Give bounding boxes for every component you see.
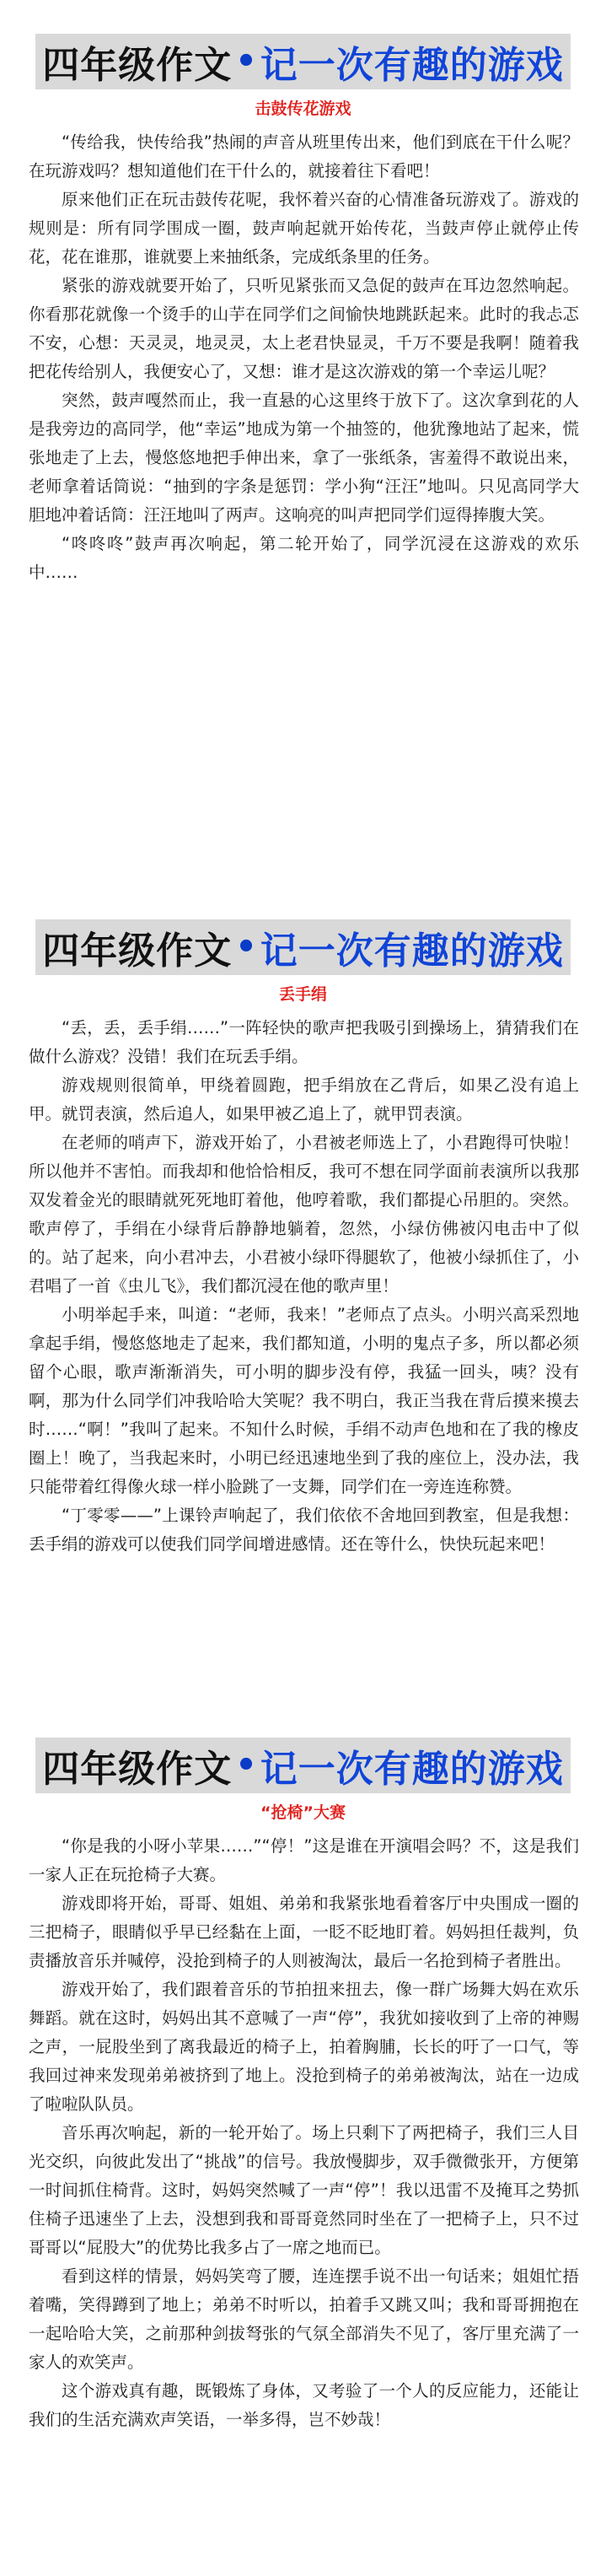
essay-1-body	[0, 128, 606, 587]
paragraph: 游戏开始了，我们跟着音乐的节拍扭来扭去，像一群广场舞大妈在欢乐舞蹈。就在这时，妈妈出其不意喊了一声“停”，我犹如接收到了上帝的神赐之声，一屁股坐到了离我最近的椅子上，拍着胸脯，长长的吁了一口气，等我回过神来发现弟弟被挤到了地上。没抢到椅子的弟弟被淘汰，站在一边成了啦啦队队员。	[29, 1980, 579, 2114]
paragraph: “你是我的小呀小苹果……”“停！”这是谁在开演唱会吗？不，这是我们一家人正在玩抢椅子大赛。	[29, 1836, 579, 1884]
essay-3-subtitle: “抢椅”大赛	[260, 1803, 346, 1822]
paragraph: 这个游戏真有趣，既锻炼了身体，又考验了一个人的反应能力，还能让我们的生活充满欢声笑语，一举多得，岂不妙哉！	[29, 2381, 579, 2429]
paragraph: 音乐再次响起，新的一轮开始了。场上只剩下了两把椅子，我们三人目光交织，向彼此发出了“挑战”的信号。我放慢脚步，双手微微张开，方便第一时间抓住椅背。这时，妈妈突然喊了一声“停”！我以迅雷不及掩耳之势抓住椅子迅速坐了上去，没想到我和哥哥竟然同时坐在了一把椅子上，只不过哥哥以“屁股大”的优势比我多占了一席之地而已。	[29, 2123, 579, 2257]
banner-grade: 四年级作文	[42, 1748, 233, 1791]
banner-grade: 四年级作文	[42, 930, 233, 973]
paragraph: “丢，丢，丢手绢……”一阵轻快的歌声把我吸引到操场上，猜猜我们在做什么游戏？没错！我们在玩丢手绢。	[29, 1018, 579, 1066]
paragraph: 游戏即将开始，哥哥、姐姐、弟弟和我紧张地看着客厅中央围成一圈的三把椅子，眼睛似乎早已经黏在上面，一眨不眨地盯着。妈妈担任裁判，负责播放音乐并喊停，没抢到椅子的人则被淘汰，最后一名抢到椅子者胜出。	[29, 1894, 579, 1970]
paragraph: 原来他们正在玩击鼓传花呢，我怀着兴奋的心情准备玩游戏了。游戏的规则是：所有同学围成一圈，鼓声响起就开始传花，当鼓声停止就停止传花，花在谁那，谁就要上来抽纸条，完成纸条里的任务。	[29, 190, 579, 267]
essay-2-subtitle: 丢手绢	[278, 985, 327, 1004]
paragraph: 紧张的游戏就要开始了，只听见紧张而又急促的鼓声在耳边忽然响起。你看那花就像一个烫手的山芋在同学们之间愉快地跳跃起来。此时的我忐忑不安，心想：天灵灵，地灵灵，太上老君快显灵，千万不要是我啊！随着我把花传给别人，我便安心了，又想：谁才是这次游戏的第一个幸运儿呢？	[29, 276, 579, 381]
paragraph: 突然，鼓声嘎然而止，我一直悬的心这里终于放下了。这次拿到花的人是我旁边的高同学，他“幸运”地成为第一个抽签的，他犹豫地站了起来，慌张地走了上去，慢悠悠地把手伸出来，拿了一张纸条，害羞得不敢说出来，老师拿着话筒说：“抽到的字条是惩罚：学小狗“汪汪”地叫。只见高同学大胆地冲着话筒：汪汪地叫了两声。这响亮的叫声把同学们逗得捧腹大笑。	[29, 391, 579, 525]
essay-2	[0, 919, 606, 1559]
banner-topic: 记一次有趣的游戏	[260, 1748, 564, 1791]
paragraph: “传给我，快传给我”热闹的声音从班里传出来，他们到底在干什么呢？在玩游戏吗？想知道他们在干什么的，就接着往下看吧！	[29, 132, 579, 181]
essay-2-body	[0, 1014, 606, 1559]
paragraph: “丁零零——”上课铃声响起了，我们依依不舍地回到教室，但是我想：丢手绢的游戏可以使我们同学间增进感情。还在等什么，快快玩起来吧！	[29, 1506, 579, 1554]
essay-3-banner	[35, 1738, 571, 1793]
banner-dot: •	[235, 42, 257, 81]
banner-topic: 记一次有趣的游戏	[260, 930, 564, 973]
paragraph: “咚咚咚”鼓声再次响起，第二轮开始了，同学沉浸在这游戏的欢乐中……	[29, 534, 579, 582]
essay-1-subtitle: 击鼓传花游戏	[255, 100, 351, 118]
essay-1	[0, 34, 606, 587]
paragraph: 游戏规则很简单，甲绕着圆跑，把手绢放在乙背后，如果乙没有追上甲。就罚表演，然后追人，如果甲被乙追上了，就甲罚表演。	[29, 1075, 579, 1124]
banner-dot: •	[235, 928, 257, 967]
paragraph: 看到这样的情景，妈妈笑弯了腰，连连摆手说不出一句话来；姐姐忙捂着嘴，笑得蹲到了地上；弟弟不时听以，拍着手又跳又叫；我和哥哥拥抱在一起哈哈大笑，之前那种剑拔弩张的气氛全部消失不见了，客厅里充满了一家人的欢笑声。	[29, 2266, 579, 2372]
paragraph: 小明举起手来，叫道：“老师，我来！”老师点了点头。小明兴高采烈地拿起手绢，慢悠悠地走了起来，我们都知道，小明的鬼点子多，所以都必须留个心眼，歌声渐渐消失，可小明的脚步没有停，我猛一回头，咦？没有啊，那为什么同学们冲我哈哈大笑呢？我不明白，我正当我在背后摸来摸去时……“啊！”我叫了起来。不知什么时候，手绢不动声色地和在了我的橡皮圈上！晚了，当我起来时，小明已经迅速地坐到了我的座位上，没办法，我只能带着红得像火球一样小脸跳了一支舞，同学们在一旁连连称赞。	[29, 1305, 579, 1496]
banner-dot: •	[235, 1746, 257, 1785]
essay-3	[0, 1738, 606, 2434]
essay-3-body	[0, 1832, 606, 2434]
paragraph: 在老师的哨声下，游戏开始了，小君被老师选上了，小君跑得可快啦！所以他并不害怕。而我却和他恰恰相反，我可不想在同学面前表演所以我那双发着金光的眼睛就死死地盯着他，他哼着歌，我们都提心吊胆的。突然。歌声停了，手绢在小绿背后静静地躺着，忽然，小绿仿佛被闪电击中了似的。站了起来，向小君冲去，小君被小绿吓得腿软了，他被小绿抓住了，小君唱了一首《虫儿飞》，我们都沉浸在他的歌声里！	[29, 1133, 579, 1296]
essay-1-banner	[35, 34, 571, 89]
banner-grade: 四年级作文	[42, 44, 233, 87]
essay-2-banner	[35, 919, 571, 975]
banner-topic: 记一次有趣的游戏	[260, 44, 564, 87]
